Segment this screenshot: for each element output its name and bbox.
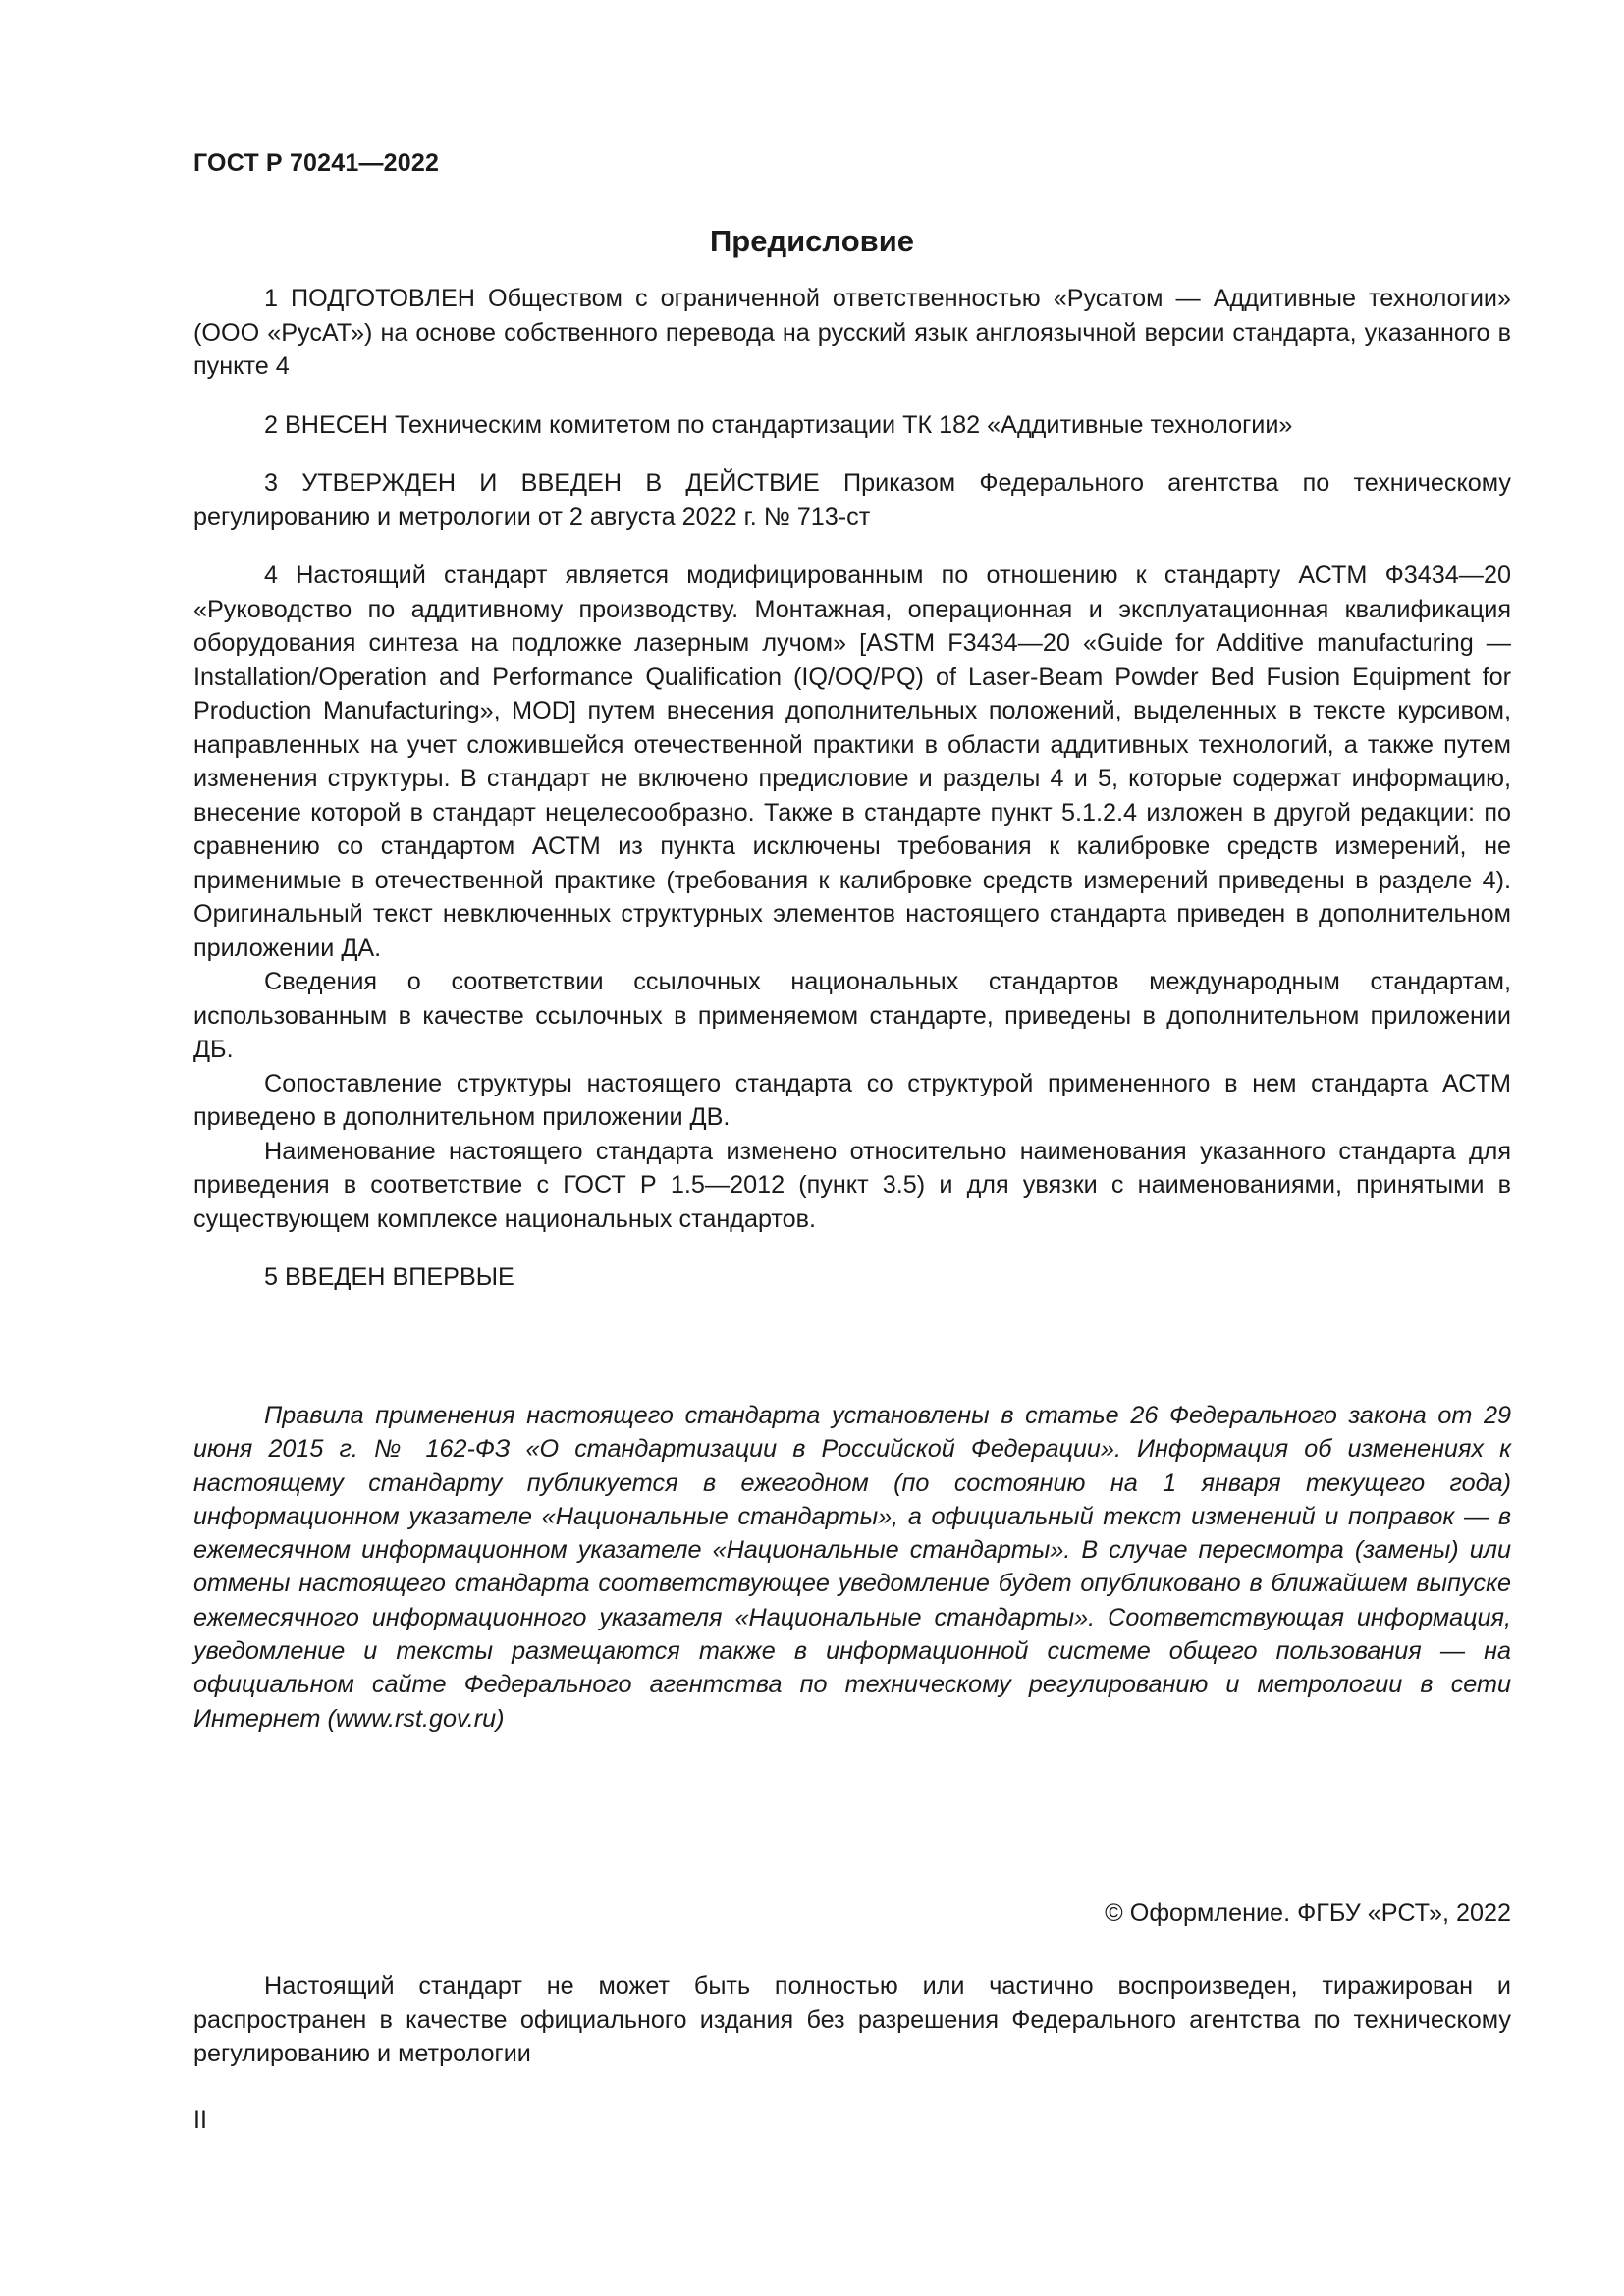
rules-text: Правила применения настоящего стандарта установлены в статье 26 Федерального закона от 29 июня 2015 г. № 162-ФЗ «О стандартизации в Российской Федерации». Информация об изменениях к настоящему стандарту публикуется в ежегодном (по состоянию на 1 января текущего года) информационном указателе «Национальные стандарты», а официальный текст изменений и поправок — в ежемесячном информационном указателе «Национальные стандарты». В случае пересмотра (замены) или отмены настоящего стандарта соответствующее уведомление будет опубликовано в ближайшем выпуске ежемесячного информационного указателя «Национальные стандарты». Соответствующая информация, уведомление и тексты размещаются также в информационной системе общего пользования — на официальном сайте Федерального агентства по техническому регулированию и метрологии в сети Интернет (www.rst.gov.ru) [193,1402,1511,1733]
paragraph-1: 1 ПОДГОТОВЛЕН Обществом с ограниченной ответственностью «Русатом — Аддитивные технологии» (ООО «РусАТ») на основе собственного перевода на русский язык англоязычной версии стандарта, указанного в пункте 4 [193,285,1511,380]
notice-text: Настоящий стандарт не может быть полностью или частично воспроизведен, тиражирован и распространен в качестве официального издания без разрешения Федерального агентства по техническому регулированию и метрологии [193,1972,1511,2067]
paragraph-4-title-change: Наименование настоящего стандарта изменено относительно наименования указанного стандарта для приведения в соответствие с ГОСТ Р 1.5—2012 (пункт 3.5) и для увязки с наименованиями, принятыми в существующем комплексе национальных стандартов. [193,1137,1511,1233]
copyright-line: © Оформление. ФГБУ «РСТ», 2022 [1105,1899,1511,1927]
foreword-body [193,282,1511,1295]
paragraph-5: 5 ВВЕДЕН ВПЕРВЫЕ [264,1263,514,1291]
paragraph-4: 4 Настоящий стандарт является модифицированным по отношению к стандарту АСТМ Ф3434—20 «Руководство по аддитивному производству. Монтажная, операционная и эксплуатационная квалификация оборудования синтеза на подложке лазерным лучом» [ASTM F3434—20 «Guide for Additive manufacturing — Installation/Operation and Performance Qualification (IQ/OQ/PQ) of Laser-Beam Powder Bed Fusion Equipment for Production Manufacturing», MOD] путем внесения дополнительных положений, выделенных в тексте курсивом, направленных на учет сложившейся отечественной практики в области аддитивных технологий, а также путем изменения структуры. В стандарт не включено предисловие и разделы 4 и 5, которые содержат информацию, внесение которой в стандарт нецелесообразно. Также в стандарте пункт 5.1.2.4 изложен в другой редакции: по сравнению со стандартом АСТМ из пункта исключены требования к калибровке средств измерений, не применимые в отечественной практике (требования к калибровке средств измерений приведены в разделе 4). Оригинальный текст невключенных структурных элементов настоящего стандарта приведен в дополнительном приложении ДА. [193,561,1511,962]
page-title: Предисловие [709,224,914,258]
standard-code: ГОСТ Р 70241—2022 [193,149,440,177]
application-rules [193,1399,1511,1735]
paragraph-4-structure: Сопоставление структуры настоящего стандарта со структурой примененного в нем стандарта АСТМ приведено в дополнительном приложении ДВ. [193,1069,1511,1131]
reproduction-notice [193,1969,1511,2071]
paragraph-4-references: Сведения о соответствии ссылочных национальных стандартов международным стандартам, использованным в качестве ссылочных в применяемом стандарте, приведены в дополнительном приложении ДБ. [193,968,1511,1063]
page-number: II [193,2107,207,2134]
paragraph-2: 2 ВНЕСЕН Техническим комитетом по стандартизации ТК 182 «Аддитивные технологии» [264,410,1293,439]
paragraph-3: 3 УТВЕРЖДЕН И ВВЕДЕН В ДЕЙСТВИЕ Приказом Федерального агентства по техническому регулированию и метрологии от 2 августа 2022 г. № 713-ст [193,469,1511,531]
